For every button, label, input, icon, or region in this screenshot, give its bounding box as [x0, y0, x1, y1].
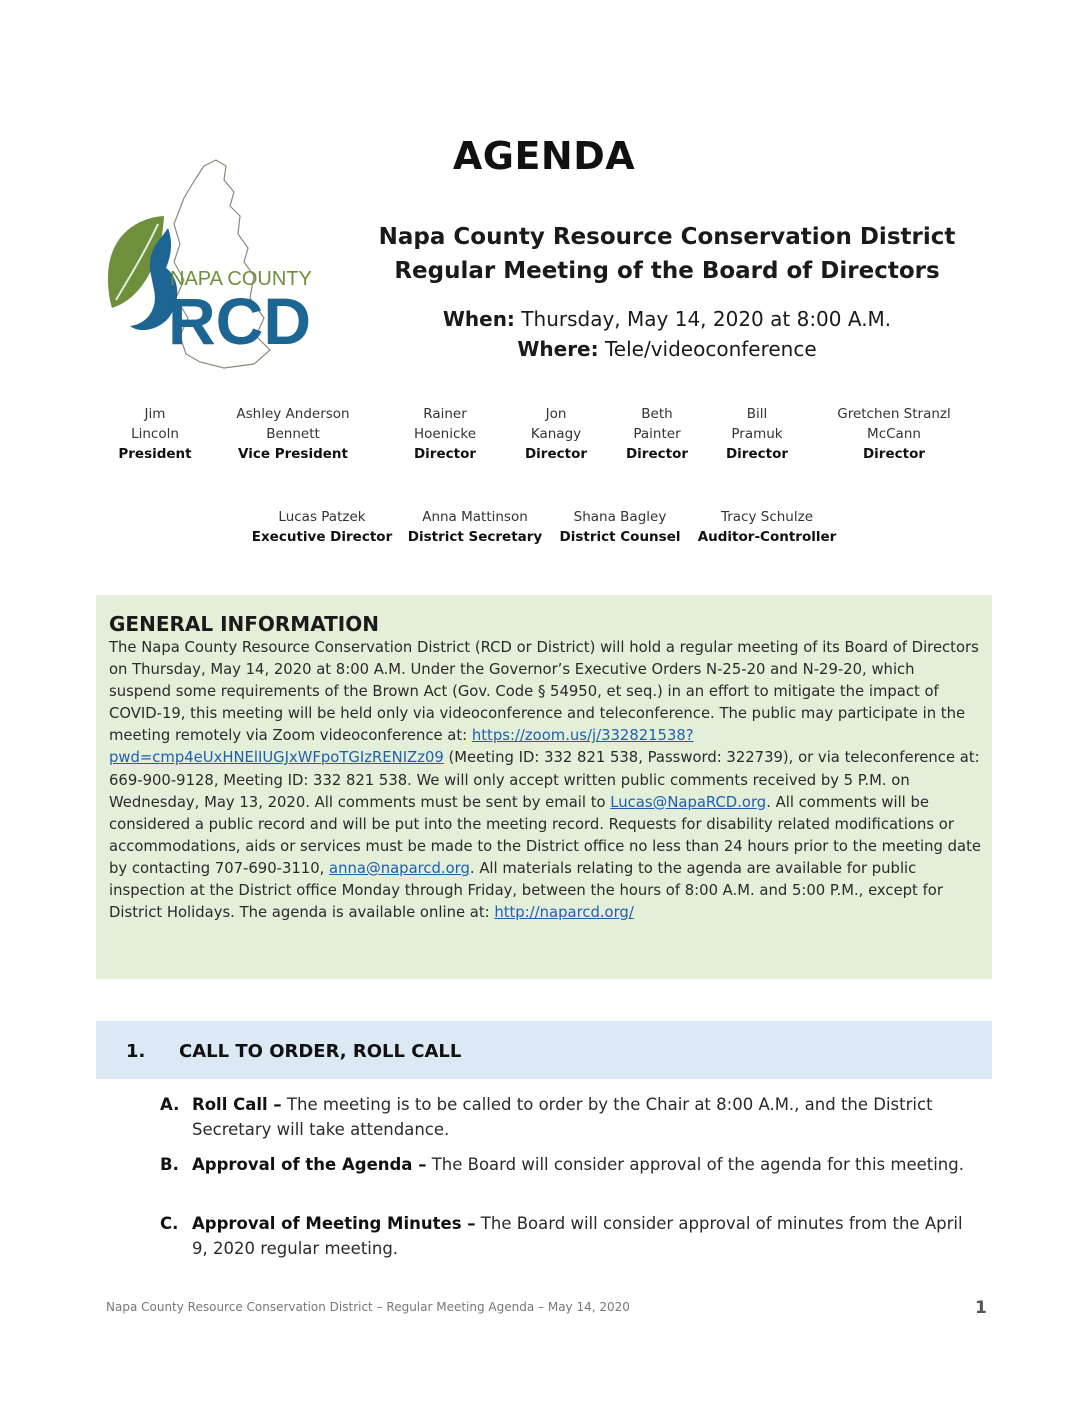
meeting-when-where — [362, 304, 972, 364]
staff-member: Lucas Patzek Executive Director — [251, 509, 393, 545]
meeting-type: Regular Meeting of the Board of Directors — [394, 258, 940, 284]
board-member: Beth Painter Director — [625, 406, 689, 462]
organization-heading — [362, 220, 972, 288]
section-title: CALL TO ORDER, ROLL CALL — [179, 1041, 462, 1062]
section-number: 1. — [126, 1041, 146, 1062]
email-link-lucas[interactable]: Lucas@NapaRCD.org — [610, 793, 767, 811]
agenda-item: A. Roll Call – The meeting is to be called to order by the Chair at 8:00 A.M., and the District Secretary will take attendance. — [160, 1095, 933, 1139]
page-number: 1 — [975, 1298, 987, 1318]
when-line: When: Thursday, May 14, 2020 at 8:00 A.M. — [442, 307, 892, 331]
page-title: AGENDA — [452, 134, 636, 178]
website-link[interactable]: http://naparcd.org/ — [494, 904, 634, 922]
rcd-logo — [104, 158, 344, 373]
section-header-call-to-order — [96, 1021, 992, 1079]
where-line: Where: Tele/videoconference — [517, 337, 817, 361]
logo-main-text: RCD — [168, 284, 311, 358]
staff-member: Shana Bagley District Counsel — [559, 509, 681, 545]
general-information-heading: GENERAL INFORMATION — [109, 612, 379, 636]
napa-county-map-outline — [104, 158, 344, 373]
board-member: Rainer Hoenicke Director — [413, 406, 477, 462]
board-member: Jim Lincoln President — [118, 406, 192, 462]
page-footer: Napa County Resource Conservation District – Regular Meeting Agenda – May 14, 2020 — [106, 1300, 630, 1314]
email-link-anna[interactable]: anna@naparcd.org — [329, 859, 470, 877]
board-member: Jon Kanagy Director — [524, 406, 588, 462]
org-name: Napa County Resource Conservation District — [378, 224, 956, 250]
board-member: Ashley Anderson Bennett Vice President — [236, 406, 350, 462]
zoom-link[interactable]: https://zoom.us/j/332821538?pwd=cmp4eUxHNElIUGJxWFpoTGIzRENIZz09 — [109, 727, 694, 767]
general-information-box — [96, 595, 992, 979]
board-member: Gretchen Stranzl McCann Director — [837, 406, 951, 462]
logo-top-text: NAPA COUNTY — [170, 268, 312, 290]
general-information-text: The Napa County Resource Conservation District (RCD or District) will hold a regular meeting of its Board of Directors on Thursday, May 14, 2020 at 8:00 A.M. Under the Governor’s Executive Orders N-25-20 and N-29-20, which suspend some requirements of the Brown Act (Gov. Code § 54950, et seq.) in an effort to mitigate the impact of COVID-19, this meeting will be held only via videoconference and teleconference. The public may participate in the meeting remotely via Zoom videoconference at: https://zoom.us/j/332821538?pwd=cmp4eUxHNElIUGJxWFpoTGIzRENIZz09 (Meeting ID: 332 821 538, Password: 322739), or via teleconference at: 669-900-9128, Meeting ID: 332 821 538. We will only accept written public comments received by 5 P.M. on Wednesday, May 13, 2020. All comments must be sent by email to Lucas@NapaRCD.org. All comments will be considered a public record and will be put into the meeting record. Requests for disability related modifications or accommodations, aids or services must be made to the District office no less than 24 hours prior to the meeting date by contacting 707-690-3110, anna@naparcd.org. All materials relating to the agenda are available for public inspection at the District office Monday through Friday, between the hours of 8:00 A.M. and 5:00 P.M., except for District Holidays. The agenda is available online at: http://naparcd.org/ — [109, 639, 981, 922]
board-member: Bill Pramuk Director — [725, 406, 789, 462]
agenda-item: C. Approval of Meeting Minutes – The Board will consider approval of minutes from the April 9, 2020 regular meeting. — [160, 1214, 963, 1258]
staff-member: Tracy Schulze Auditor-Controller — [697, 509, 837, 545]
agenda-item: B. Approval of the Agenda – The Board will consider approval of the agenda for this meeting. — [160, 1155, 964, 1174]
staff-member: Anna Mattinson District Secretary — [407, 509, 543, 545]
